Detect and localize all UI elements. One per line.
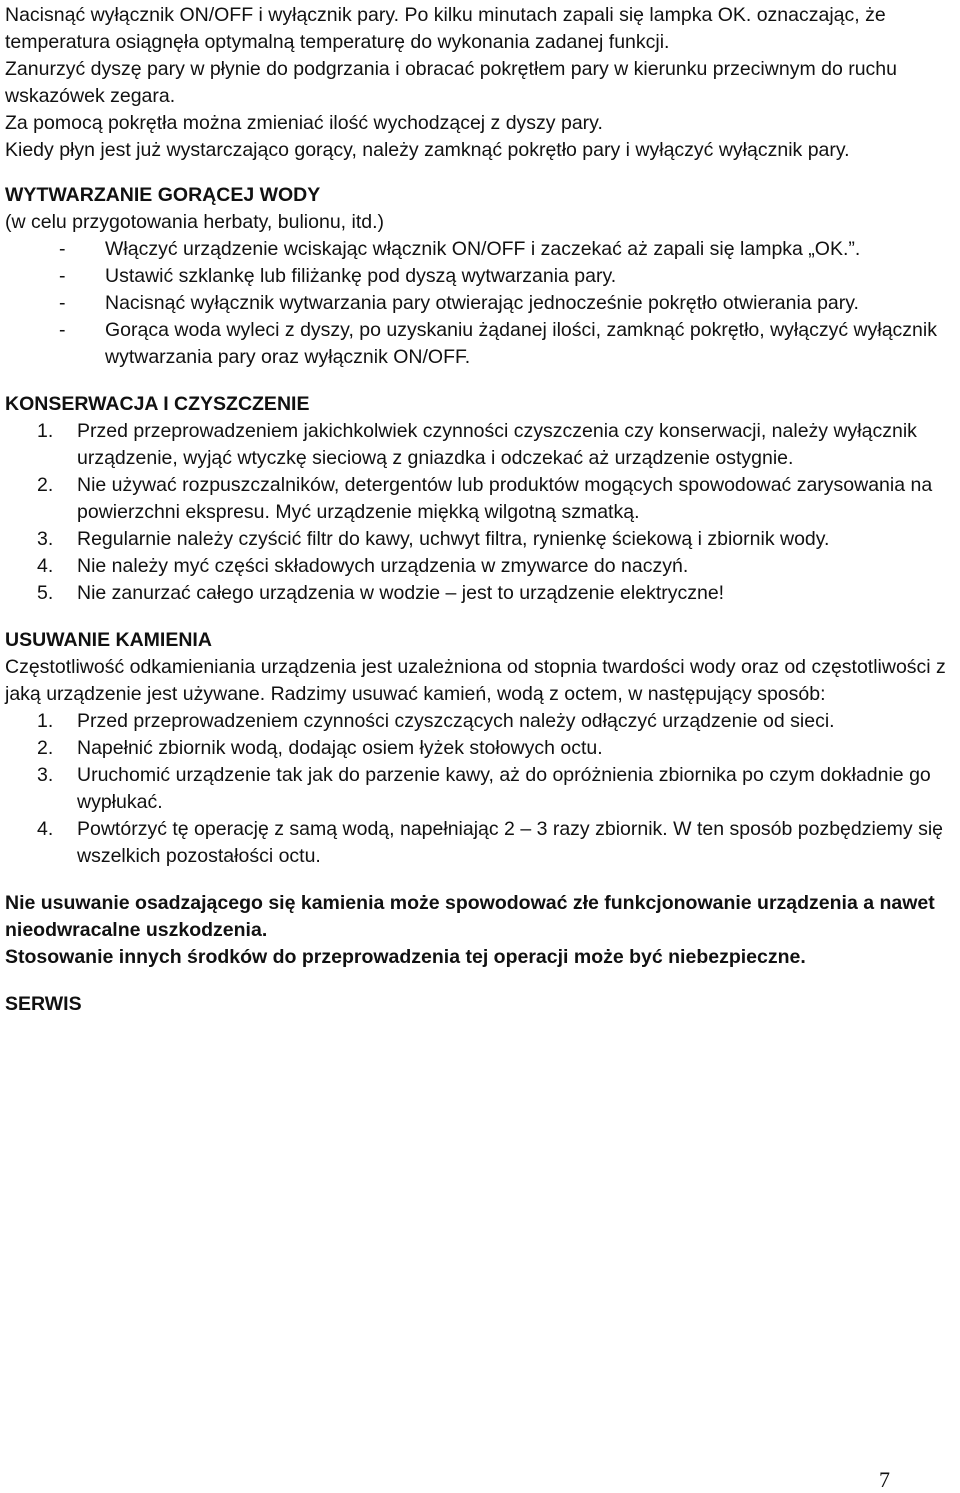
list-item-text: Gorąca woda wyleci z dyszy, po uzyskaniu żądanej ilości, zamknąć pokrętło, wyłączyć wyłącznik wytwarzania pary oraz wyłącznik ON/OFF. (105, 319, 937, 368)
warning-other-agents: Stosowanie innych środków do przeprowadzenia tej operacji może być niebezpieczne. (5, 946, 806, 968)
list-item (37, 526, 955, 553)
list-item (37, 472, 955, 526)
hot-water-steps (5, 236, 955, 371)
warning-descaling: Nie usuwanie osadzającego się kamienia może spowodować złe funkcjonowanie urządzenia a nawet nieodwracalne uszkodzenia. (5, 892, 935, 941)
descaling-paragraph: Częstotliwość odkamieniania urządzenia jest uzależniona od stopnia twardości wody oraz od częstotliwości z jaką urządzenie jest używane. Radzimy usuwać kamień, wodą z octem, w następujący sposób: (5, 656, 946, 705)
list-item-text: Nacisnąć wyłącznik wytwarzania pary otwierając jednocześnie pokrętło otwierania pary. (105, 292, 859, 314)
descaling-list (5, 708, 955, 870)
list-number: 2. (37, 474, 54, 496)
list-dash: - (59, 238, 66, 260)
service-section (5, 991, 955, 1018)
list-item-text: Uruchomić urządzenie tak jak do parzenie kawy, aż do opróżnienia zbiornika po czym dokładnie go wypłukać. (77, 764, 931, 813)
list-dash: - (59, 265, 66, 287)
list-item-text: Napełnić zbiornik wodą, dodając osiem łyżek stołowych octu. (77, 737, 603, 759)
descaling-section (5, 627, 955, 870)
list-item (37, 735, 955, 762)
document-page (5, 0, 955, 1018)
hot-water-heading: WYTWARZANIE GORĄCEJ WODY (5, 184, 321, 206)
service-heading: SERWIS (5, 993, 82, 1015)
page-number: 7 (879, 1467, 890, 1492)
descaling-heading: USUWANIE KAMIENIA (5, 629, 212, 651)
list-item (37, 708, 955, 735)
list-item-text: Ustawić szklankę lub filiżankę pod dyszą wytwarzania pary. (105, 265, 617, 287)
list-item (37, 553, 955, 580)
maintenance-list (5, 418, 955, 607)
intro-paragraph-4: Kiedy płyn jest już wystarczająco gorący, należy zamknąć pokrętło pary i wyłączyć wyłącznik pary. (5, 139, 850, 161)
list-number: 4. (37, 555, 54, 577)
list-item-text: Powtórzyć tę operację z samą wodą, napełniając 2 – 3 razy zbiornik. W ten sposób pozbędziemy się wszelkich pozostałości octu. (77, 818, 944, 867)
intro-paragraph-1: Nacisnąć wyłącznik ON/OFF i wyłącznik pary. Po kilku minutach zapali się lampka OK. oznaczając, że temperatura osiągnęła optymalną temperaturę do wykonania zadanej funkcji. (5, 4, 886, 53)
list-item (59, 317, 955, 371)
list-item (37, 816, 955, 870)
intro-section (5, 0, 955, 164)
list-dash: - (59, 292, 66, 314)
intro-paragraph-2: Zanurzyć dyszę pary w płynie do podgrzania i obracać pokrętłem pary w kierunku przeciwnym do ruchu wskazówek zegara. (5, 58, 897, 107)
list-number: 3. (37, 764, 54, 786)
list-item-text: Nie używać rozpuszczalników, detergentów lub produktów mogących spowodować zarysowania na powierzchni ekspresu. Myć urządzenie miękką wilgotną szmatką. (77, 474, 933, 523)
list-item-text: Przed przeprowadzeniem jakichkolwiek czynności czyszczenia czy konserwacji, należy wyłącznik urządzenie, wyjąć wtyczkę sieciową z gniazdka i odczekać aż urządzenie ostygnie. (77, 420, 917, 469)
list-item (59, 236, 955, 263)
list-item (59, 263, 955, 290)
maintenance-section (5, 391, 955, 607)
list-item (37, 580, 955, 607)
list-item (37, 762, 955, 816)
list-number: 5. (37, 582, 54, 604)
hot-water-section (5, 182, 955, 371)
list-item-text: Włączyć urządzenie wciskając włącznik ON/OFF i zaczekać aż zapali się lampka „OK.”. (105, 238, 861, 260)
hot-water-subtitle: (w celu przygotowania herbaty, bulionu, itd.) (5, 211, 385, 233)
maintenance-heading: KONSERWACJA I CZYSZCZENIE (5, 393, 310, 415)
list-item-text: Regularnie należy czyścić filtr do kawy, uchwyt filtra, rynienkę ściekową i zbiornik wody. (77, 528, 830, 550)
list-item-text: Przed przeprowadzeniem czynności czyszczących należy odłączyć urządzenie od sieci. (77, 710, 835, 732)
list-item-text: Nie zanurzać całego urządzenia w wodzie – jest to urządzenie elektryczne! (77, 582, 725, 604)
list-number: 2. (37, 737, 54, 759)
list-number: 1. (37, 710, 54, 732)
list-item (37, 418, 955, 472)
warnings-section (5, 890, 955, 971)
list-item (59, 290, 955, 317)
list-number: 1. (37, 420, 54, 442)
list-dash: - (59, 319, 66, 341)
list-number: 4. (37, 818, 54, 840)
intro-paragraph-3: Za pomocą pokrętła można zmieniać ilość wychodzącej z dyszy pary. (5, 112, 603, 134)
list-item-text: Nie należy myć części składowych urządzenia w zmywarce do naczyń. (77, 555, 689, 577)
list-number: 3. (37, 528, 54, 550)
